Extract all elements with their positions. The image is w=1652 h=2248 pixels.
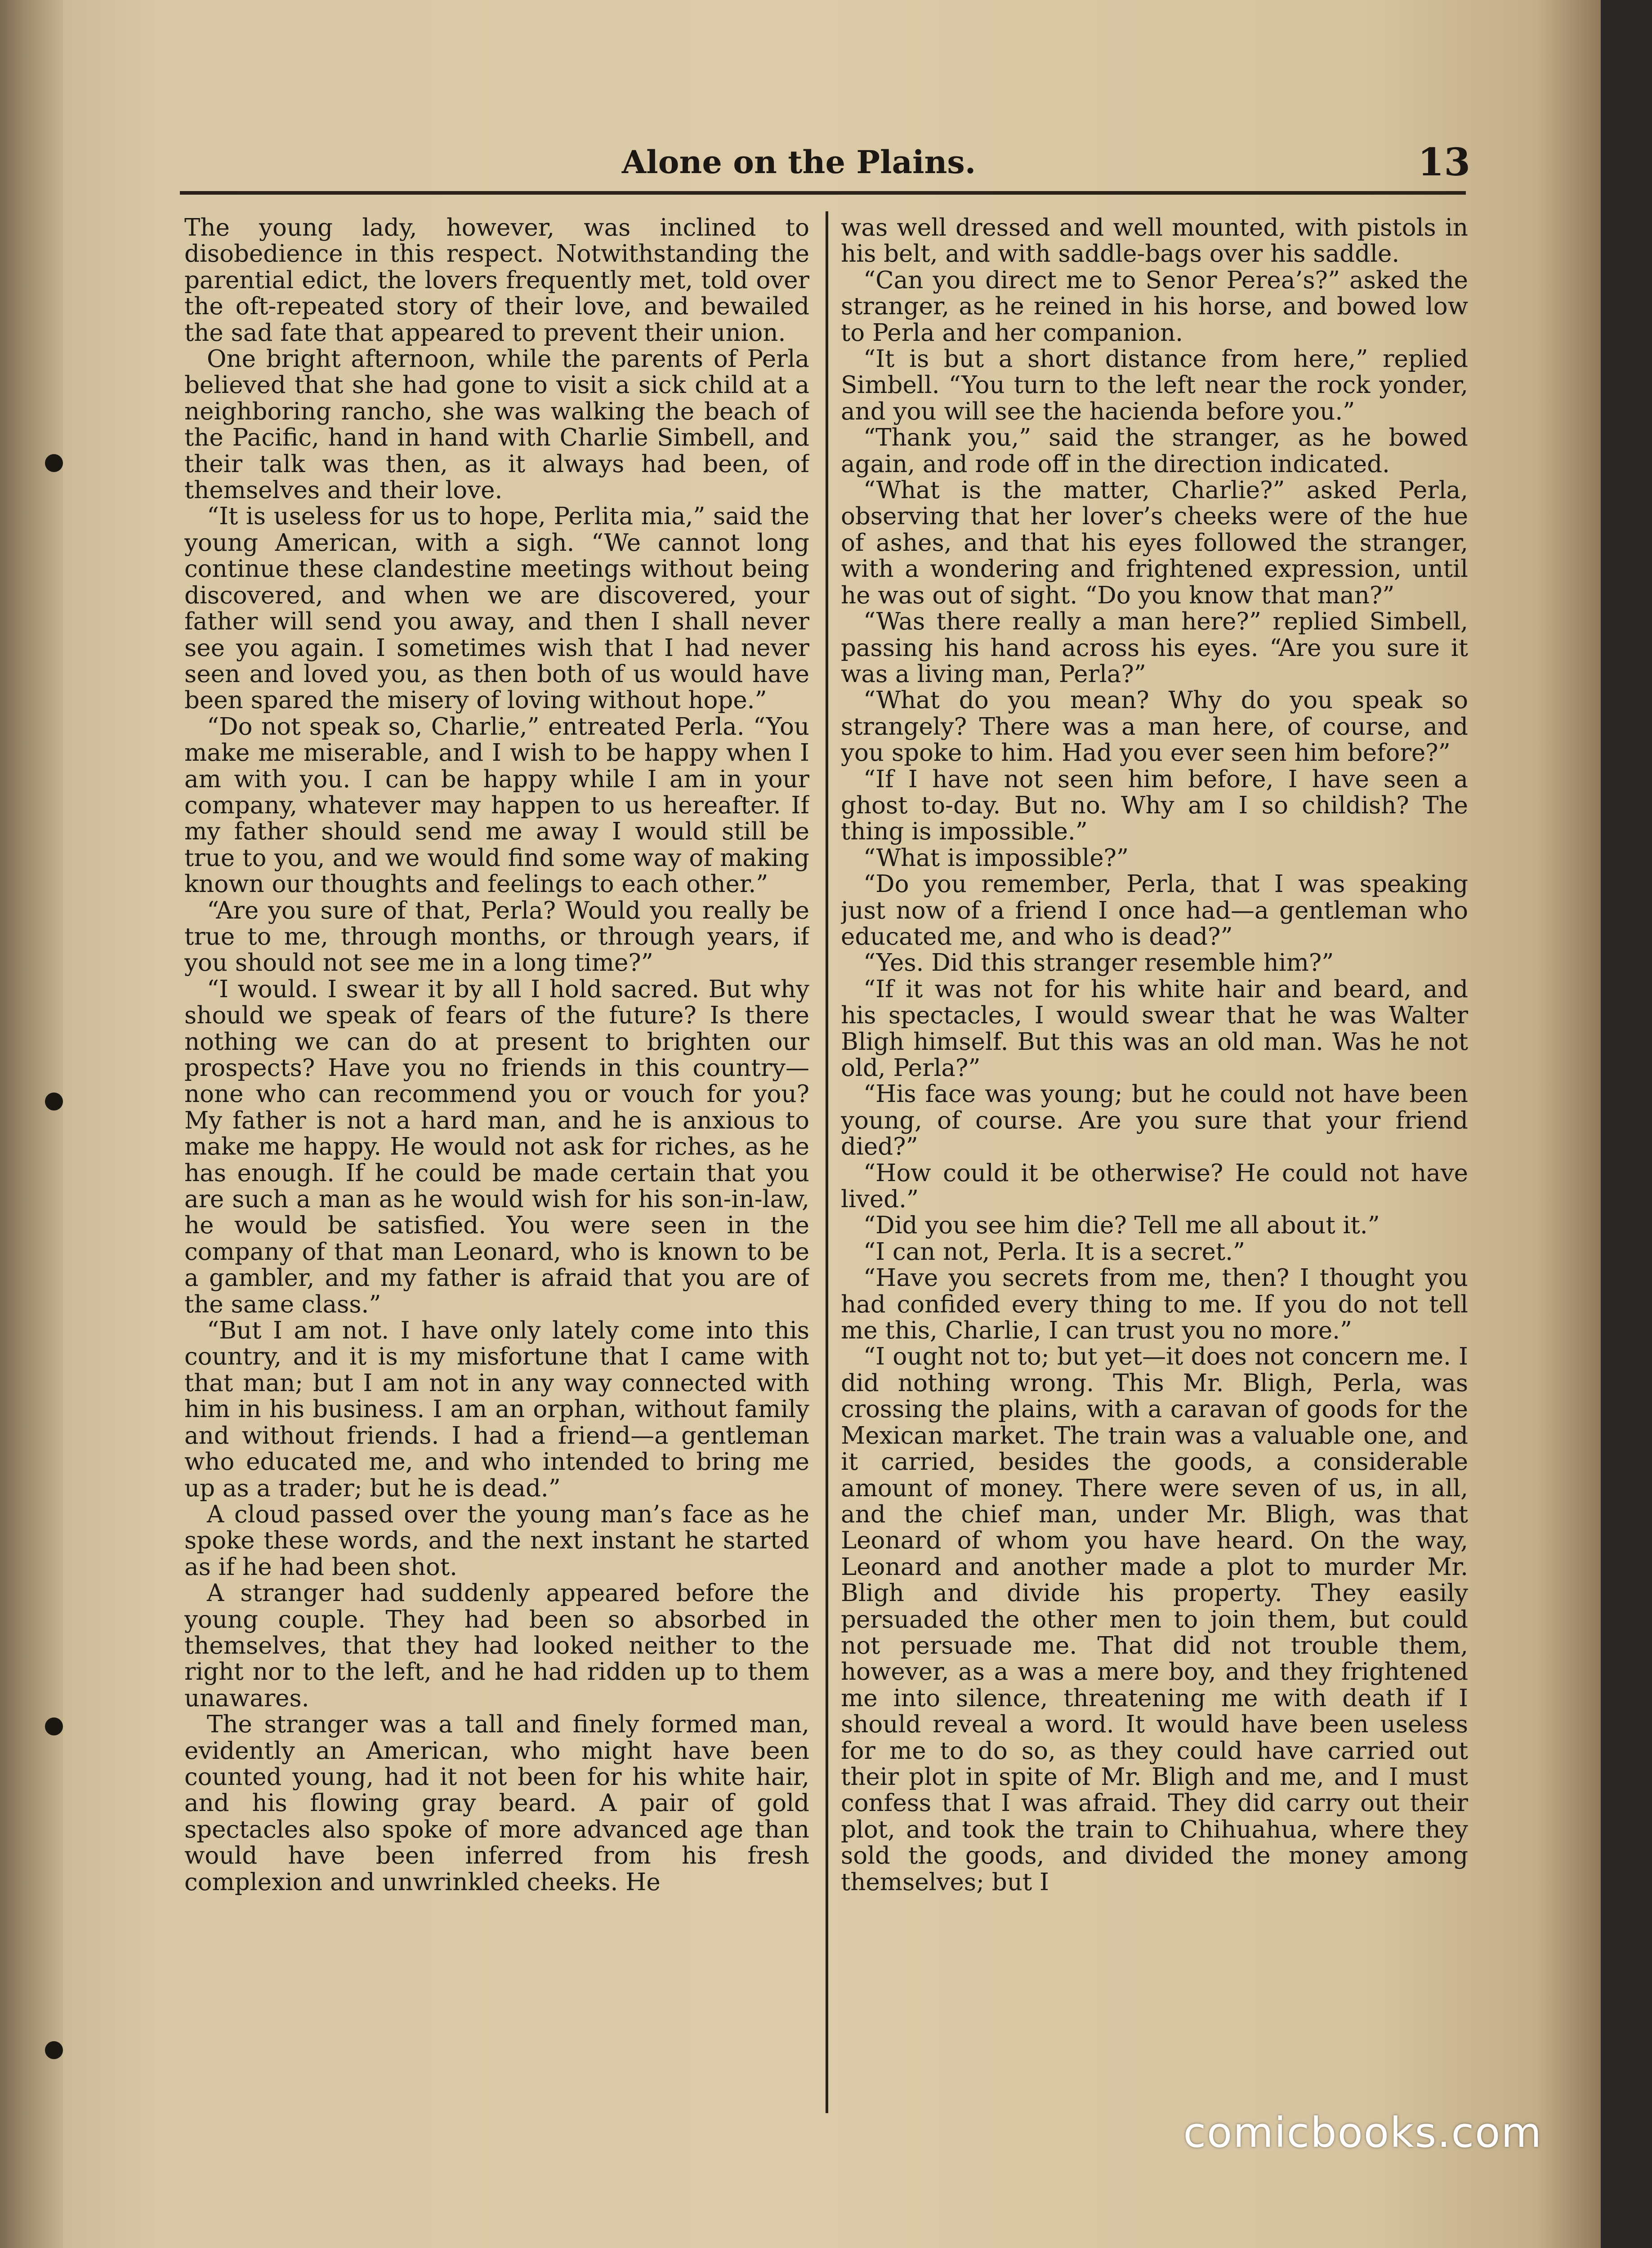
paragraph: “Thank you,” said the stranger, as he bowed again, and rode off in the direction indicated. — [841, 424, 1468, 478]
paragraph: “Was there really a man here?” replied Simbell, passing his hand across his eyes. “Are you sure it was a living man, Perla?” — [841, 608, 1468, 688]
binding-stitch — [45, 1717, 63, 1735]
right-column — [841, 215, 1468, 2121]
running-head — [180, 130, 1484, 193]
paragraph: The stranger was a tall and finely formed man, evidently an American, who might have been counted young, had it not been for his white hair, and his flowing gray beard. A pair of gold spectacles also spoke of more advanced age than would have been inferred from his fresh complexion and unwrinkled cheeks. He — [184, 1711, 809, 1896]
paragraph: “I can not, Perla. It is a secret.” — [863, 1238, 1246, 1266]
paragraph: “Can you direct me to Senor Perea’s?” asked the stranger, as he reined in his horse, and bowed low to Perla and her companion. — [841, 266, 1468, 347]
paragraph: “Did you see him die? Tell me all about it.” — [863, 1212, 1380, 1240]
paragraph: A cloud passed over the young man’s face as he spoke these words, and the next instant he started as if he had been shot. — [184, 1500, 809, 1581]
paragraph: “If it was not for his white hair and beard, and his spectacles, I would swear that he was Walter Bligh himself. But this was an old man. Was he not old, Perla?” — [841, 975, 1468, 1082]
paragraph: “Are you sure of that, Perla? Would you really be true to me, through months, or through years, if you should not see me in a long time?” — [184, 897, 809, 977]
page-title: Alone on the Plains. — [621, 143, 976, 181]
paragraph: A stranger had suddenly appeared before the young couple. They had been so absorbed in themselves, that they had looked neither to the right nor to the left, and he had ridden up to them unawares. — [184, 1579, 809, 1712]
paragraph: “Yes. Did this stranger resemble him?” — [863, 949, 1334, 977]
paragraph: “It is but a short distance from here,” replied Simbell. “You turn to the left near the rock yonder, and you will see the hacienda before you.” — [841, 345, 1468, 425]
paragraph: “Do you remember, Perla, that I was speaking just now of a friend I once had—a gentleman who educated me, and who is dead?” — [841, 870, 1468, 950]
paragraph: “What do you mean? Why do you speak so strangely? There was a man here, of course, and you spoke to him. Had you ever seen him before?” — [841, 687, 1468, 767]
header-rule — [180, 191, 1466, 195]
binding-stitch — [45, 2041, 63, 2059]
paragraph: “I ought not to; but yet—it does not concern me. I did nothing wrong. This Mr. Bligh, Perla, was crossing the plains, with a caravan of goods for the Mexican market. The train was a valuable one, and it carried, besides the goods, a considerable amount of money. There were seven of us, in all, and the chief man, under Mr. Bligh, was that Leonard of whom you have heard. On the way, Leonard and another made a plot to murder Mr. Bligh and divide his property. They easily persuaded the other men to join them, but could not persuade me. That did not trouble them, however, as a was a mere boy, and they frightened me into silence, threatening me with death if I should reveal a word. It would have been useless for me to do so, as they could have carried out their plot in spite of Mr. Bligh and me, and I must confess that I was afraid. They did carry out their plot, and took the train to Chihuahua, where they sold the goods, and divided the money among themselves; but I — [841, 1343, 1468, 1896]
column-divider — [826, 211, 828, 2113]
binding-stitch — [45, 454, 63, 472]
paragraph: “What is impossible?” — [863, 844, 1129, 872]
binding-stitch — [45, 1093, 63, 1111]
paragraph: One bright afternoon, while the parents of Perla believed that she had gone to visit a sick child at a neighboring rancho, she was walking the beach of the Pacific, hand in hand with Charlie Simbell, and their talk was then, as it always had been, of themselves and their love. — [184, 345, 809, 504]
paragraph: “If I have not seen him before, I have seen a ghost to-day. But no. Why am I so childish? The thing is impossible.” — [841, 765, 1468, 846]
paragraph: The young lady, however, was inclined to disobedience in this respect. Notwithstanding the parential edict, the lovers frequently met, told over the oft-repeated story of their love, and bewailed the sad fate that appeared to prevent their union. — [184, 215, 809, 347]
left-column — [184, 215, 809, 2121]
paragraph: “What is the matter, Charlie?” asked Perla, observing that her lover’s cheeks were of the hue of ashes, and that his eyes followed the stranger, with a wondering and frightened expression, until he was out of sight. “Do you know that man?” — [841, 477, 1468, 609]
site-watermark: comicbooks.com — [1183, 2109, 1542, 2157]
paragraph: “Have you secrets from me, then? I thought you had confided every thing to me. If you do not tell me this, Charlie, I can trust you no more.” — [841, 1264, 1468, 1345]
paragraph: “But I am not. I have only lately come into this country, and it is my misfortune that I came with that man; but I am not in any way connected with him in his business. I am an orphan, without family and without friends. I had a friend—a gentleman who educated me, and who intended to bring me up as a trader; but he is dead.” — [184, 1317, 809, 1502]
paragraph: “I would. I swear it by all I hold sacred. But why should we speak of fears of the future? Is there nothing we can do at present to brighten our prospects? Have you no friends in this country—none who can recommend you or vouch for you? My father is not a hard man, and he is anxious to make me happy. He would not ask for riches, as he has enough. If he could be made certain that you are such a man as he would wish for his son-in-law, he would be satisfied. You were seen in the company of that man Leonard, who is known to be a gambler, and my father is afraid that you are of the same class.” — [184, 975, 809, 1318]
page-spine — [0, 0, 63, 2248]
paragraph: “Do not speak so, Charlie,” entreated Perla. “You make me miserable, and I wish to be happy when I am with you. I can be happy while I am in your company, whatever may happen to us hereafter. If my father should send me away I would still be true to you, and we would find some way of making known our thoughts and feelings to each other.” — [184, 713, 809, 898]
paragraph: “How could it be otherwise? He could not have lived.” — [841, 1159, 1468, 1213]
paragraph: was well dressed and well mounted, with pistols in his belt, and with saddle-bags over his saddle. — [841, 215, 1468, 268]
paragraph: “It is useless for us to hope, Perlita mia,” said the young American, with a sigh. “We cannot long continue these clandestine meetings without being discovered, and when we are discovered, your father will send you away, and then I shall never see you again. I sometimes wish that I had never seen and loved you, as then both of us would have been spared the misery of loving without hope.” — [184, 503, 809, 714]
paragraph: “His face was young; but he could not have been young, of course. Are you sure that your friend died?” — [841, 1080, 1468, 1161]
page-number: 13 — [1418, 139, 1470, 184]
